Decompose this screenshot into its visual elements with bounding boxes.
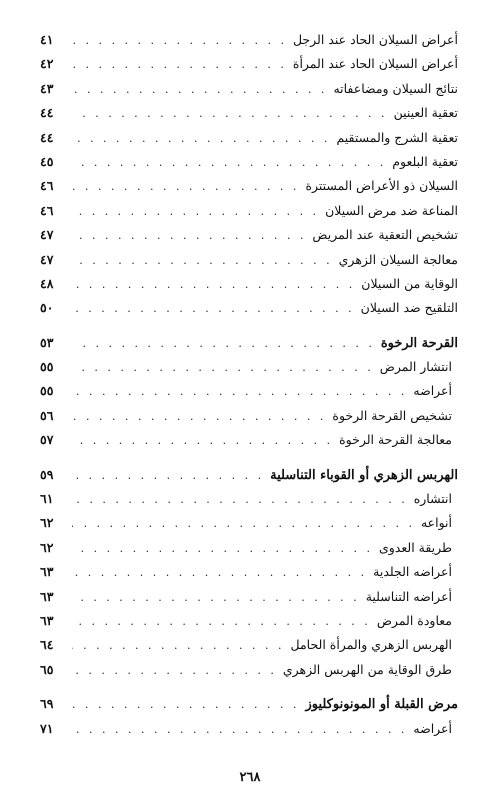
toc-entry-title: أعراضه — [413, 720, 452, 736]
leader-dots — [72, 488, 408, 512]
toc-entry — [40, 272, 458, 296]
toc-entry-page: ٦٢ — [40, 515, 54, 531]
toc-entry-page: ٥٦ — [40, 407, 54, 423]
toc-entry-title: أنواعه — [420, 515, 452, 531]
leader-dots — [72, 610, 371, 634]
toc-entry — [40, 609, 458, 633]
toc-entry-title: تعقية البلعوم — [392, 153, 458, 169]
toc-entry — [40, 717, 458, 741]
toc-entry-page: ٤١ — [40, 32, 54, 47]
leader-dots — [72, 693, 299, 717]
leader-dots — [72, 634, 284, 658]
leader-dots — [72, 273, 355, 297]
toc-heading-title: الهربس الزهري أو القوباء التناسلية — [270, 467, 458, 483]
toc-entry-page: ٥٥ — [40, 383, 54, 399]
toc-entry-page: ٤٧ — [40, 227, 54, 243]
toc-entry — [40, 536, 458, 560]
toc-entry-page: ٧١ — [40, 720, 54, 736]
toc-entry — [40, 150, 458, 174]
toc-heading — [40, 692, 458, 716]
toc-entry-title: أعراضه الجلدية — [373, 564, 452, 580]
toc-entry-page: ٦٣ — [40, 564, 54, 580]
leader-dots — [72, 512, 415, 536]
leader-dots — [72, 659, 277, 683]
toc-entry — [40, 633, 458, 657]
toc-entry-title: معالجة السيلان الزهري — [338, 251, 458, 267]
toc-heading — [40, 463, 458, 487]
toc-entry-title: أعراض السيلان الحاد عند الرجل — [292, 32, 458, 47]
leader-dots — [72, 356, 374, 380]
toc-entry — [40, 511, 458, 535]
toc-entry — [40, 379, 458, 403]
toc-entry — [40, 658, 458, 682]
toc-section-gonorrhea — [40, 28, 458, 321]
toc-entry-page: ٦٤ — [40, 637, 54, 653]
toc-entry-page: ٤٧ — [40, 251, 54, 267]
leader-dots — [72, 537, 373, 561]
toc-entry — [40, 223, 458, 247]
toc-entry — [40, 585, 458, 609]
leader-dots — [72, 297, 355, 321]
leader-dots — [72, 586, 360, 610]
leader-dots — [72, 102, 388, 126]
toc-entry-page: ٤٦ — [40, 202, 54, 218]
leader-dots — [72, 127, 330, 151]
page-number: ٢٦٨ — [239, 770, 261, 785]
toc-entry — [40, 101, 458, 125]
toc-entry-title: انتشار المرض — [379, 359, 452, 375]
toc-entry-page: ٦٢ — [40, 539, 54, 555]
toc-entry — [40, 296, 458, 320]
table-of-contents — [40, 28, 458, 741]
leader-dots — [72, 224, 306, 248]
toc-section-chancroid — [40, 331, 458, 453]
toc-entry-title: المناعة ضد مرض السيلان — [325, 202, 458, 218]
toc-entry-page: ٤٤ — [40, 105, 54, 121]
toc-entry-title: نتائج السيلان ومضاعفاته — [333, 80, 458, 96]
toc-entry-page: ٦٣ — [40, 588, 54, 604]
leader-dots — [72, 78, 327, 102]
toc-entry-title: تعقية العينين — [393, 105, 458, 121]
toc-entry — [40, 248, 458, 272]
leader-dots — [72, 405, 326, 429]
leader-dots — [72, 53, 287, 77]
leader-dots — [72, 332, 375, 356]
toc-entry-page: ٤٣ — [40, 80, 54, 96]
toc-entry-title: تعقية الشرج والمستقيم — [336, 129, 458, 145]
toc-entry-title: معالجة القرحة الرخوة — [339, 432, 452, 448]
toc-heading-page: ٥٩ — [40, 466, 54, 482]
toc-entry-title: تشخيص القرحة الرخوة — [332, 407, 452, 423]
toc-entry-title: الوقاية من السيلان — [361, 275, 458, 291]
toc-entry — [40, 487, 458, 511]
toc-entry-page: ٤٦ — [40, 178, 54, 194]
toc-entry — [40, 28, 458, 52]
toc-heading-page: ٥٣ — [40, 334, 54, 350]
toc-heading-page: ٦٩ — [40, 696, 54, 712]
toc-entry-title: تشخيص التعقية عند المريض — [312, 227, 458, 243]
leader-dots — [72, 464, 264, 488]
toc-heading — [40, 331, 458, 355]
toc-entry-page: ٤٤ — [40, 129, 54, 145]
leader-dots — [72, 29, 287, 53]
toc-entry-page: ٥٥ — [40, 359, 54, 375]
toc-entry-title: السيلان ذو الأعراض المستترة — [305, 178, 458, 194]
toc-heading-title: القرحة الرخوة — [380, 335, 458, 351]
leader-dots — [72, 200, 319, 224]
toc-section-herpes — [40, 463, 458, 683]
toc-entry — [40, 355, 458, 379]
toc-entry-page: ٦٣ — [40, 612, 54, 628]
toc-entry-page: ٥٧ — [40, 432, 54, 448]
toc-entry — [40, 126, 458, 150]
toc-entry-title: انتشاره — [413, 491, 452, 507]
toc-entry — [40, 174, 458, 198]
toc-entry-page: ٥٠ — [40, 300, 54, 316]
toc-entry-title: أعراضه التناسلية — [365, 588, 452, 604]
toc-entry-page: ٤٨ — [40, 275, 54, 291]
toc-heading-title: مرض القبلة أو المونونوكليوز — [305, 697, 458, 713]
toc-section-mononucleosis — [40, 692, 458, 741]
toc-entry — [40, 560, 458, 584]
leader-dots — [72, 249, 333, 273]
toc-entry — [40, 77, 458, 101]
toc-entry — [40, 404, 458, 428]
toc-entry-title: طريقة العدوى — [378, 539, 452, 555]
toc-entry-title: الهربس الزهري والمرأة الحامل — [290, 637, 452, 653]
toc-entry-page: ٤٥ — [40, 153, 54, 169]
toc-entry — [40, 199, 458, 223]
toc-entry-page: ٤٢ — [40, 56, 54, 72]
toc-entry — [40, 428, 458, 452]
toc-entry-title: طرق الوقاية من الهربس الزهري — [282, 661, 452, 677]
toc-entry-page: ٦١ — [40, 491, 54, 507]
toc-entry-title: التلقيح ضد السيلان — [360, 300, 458, 316]
leader-dots — [72, 718, 407, 742]
toc-entry-title: أعراضه — [413, 383, 452, 399]
leader-dots — [72, 175, 299, 199]
leader-dots — [72, 151, 386, 175]
toc-entry-page: ٦٥ — [40, 661, 54, 677]
toc-entry-title: أعراض السيلان الحاد عند المرأة — [292, 56, 458, 72]
leader-dots — [72, 380, 407, 404]
toc-entry-title: معاودة المرض — [376, 612, 452, 628]
leader-dots — [72, 561, 367, 585]
leader-dots — [72, 429, 333, 453]
toc-entry — [40, 52, 458, 76]
